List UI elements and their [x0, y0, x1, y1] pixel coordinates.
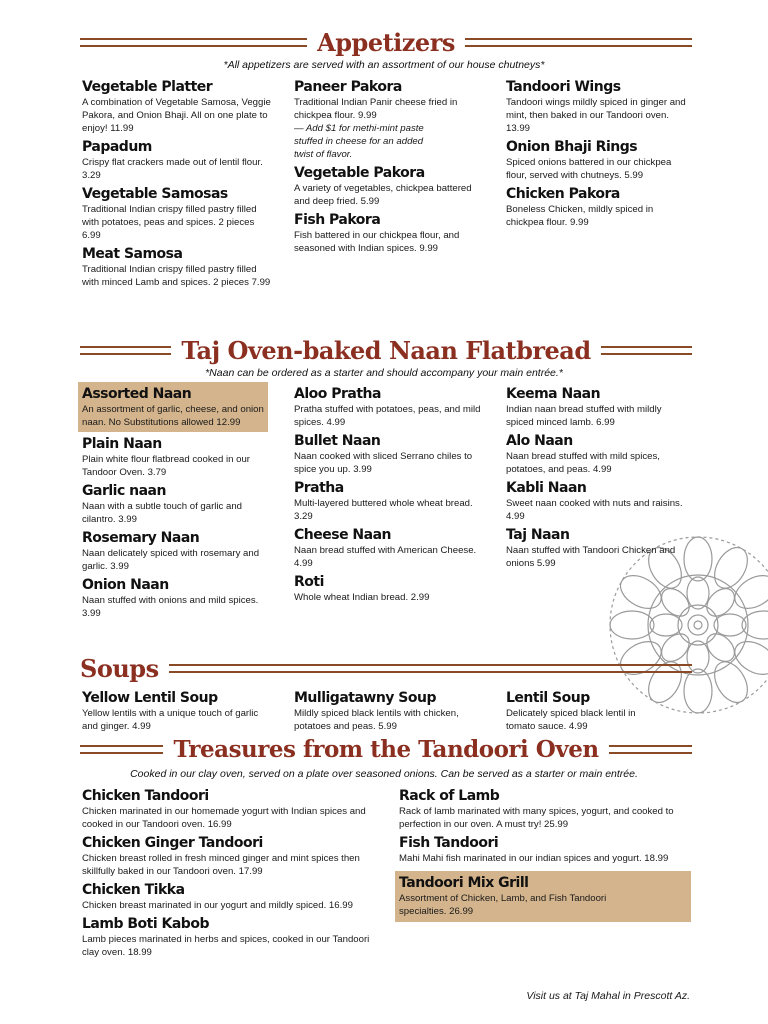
item-desc: Boneless Chicken, mildly spiced in chickpea flour. 9.99	[506, 204, 654, 228]
item-name: Meat Samosa	[82, 246, 183, 262]
menu-item-highlighted	[78, 382, 268, 432]
appetizers-column-3	[506, 75, 686, 229]
item-desc: Assortment of Chicken, Lamb, and Fish Tandoori specialties. 26.99	[399, 893, 607, 917]
menu-item	[294, 432, 484, 476]
item-name: Tandoori Wings	[506, 79, 621, 95]
menu-item	[82, 245, 272, 289]
item-name: Chicken Tikka	[82, 882, 185, 898]
menu-item	[506, 432, 686, 476]
item-desc: Naan with a subtle touch of garlic and cilantro. 3.99	[82, 501, 242, 525]
item-name: Chicken Tandoori	[82, 788, 209, 804]
naan-title: Taj Oven-baked Naan Flatbread	[181, 335, 591, 365]
divider-rule	[465, 38, 692, 47]
menu-item	[506, 78, 686, 135]
menu-item	[82, 138, 272, 182]
item-desc: Yellow lentils with a unique touch of garlic and ginger. 4.99	[82, 708, 259, 732]
item-name: Cheese Naan	[294, 527, 392, 543]
item-desc: Naan stuffed with Tandoori Chicken and onions 5.99	[506, 545, 676, 569]
divider-rule	[169, 664, 692, 673]
item-desc: Naan bread stuffed with mild spices, potatoes, and peas. 4.99	[506, 451, 660, 475]
item-name: Paneer Pakora	[294, 79, 402, 95]
item-desc: Naan cooked with sliced Serrano chiles to spice you up. 3.99	[294, 451, 473, 475]
menu-item	[294, 385, 484, 429]
item-desc: Whole wheat Indian bread. 2.99	[294, 592, 430, 603]
item-name: Roti	[294, 574, 324, 590]
menu-item	[294, 78, 484, 161]
item-desc: Pratha stuffed with potatoes, peas, and mild spices. 4.99	[294, 404, 481, 428]
item-name: Papadum	[82, 139, 152, 155]
item-name: Assorted Naan	[82, 386, 192, 402]
item-name: Yellow Lentil Soup	[82, 690, 218, 706]
tandoori-subtitle: Cooked in our clay oven, served on a plate over seasoned onions. Can be served as a starter or main entrée.	[130, 768, 638, 780]
divider-rule	[609, 745, 692, 754]
appetizers-column-1	[82, 75, 272, 289]
item-name: Kabli Naan	[506, 480, 587, 496]
menu-item	[82, 78, 272, 135]
menu-item	[82, 881, 372, 912]
item-desc: Plain white flour flatbread cooked in our Tandoor Oven. 3.79	[82, 454, 250, 478]
menu-item	[294, 526, 484, 570]
item-desc: Fish battered in our chickpea flour, and seasoned with Indian spices. 9.99	[294, 230, 460, 254]
item-name: Vegetable Pakora	[294, 165, 425, 181]
item-name: Taj Naan	[506, 527, 570, 543]
item-name: Alo Naan	[506, 433, 573, 449]
item-desc: Multi-layered buttered whole wheat bread. 3.29	[294, 498, 473, 522]
soups-header	[0, 652, 768, 684]
item-name: Rosemary Naan	[82, 530, 200, 546]
appetizers-title: Appetizers	[317, 27, 455, 57]
item-name: Chicken Pakora	[506, 186, 620, 202]
menu-item	[506, 385, 686, 429]
menu-item-highlighted	[395, 871, 691, 922]
item-desc: A combination of Vegetable Samosa, Veggie Pakora, and Onion Bhaji. All on one plate to enjoy! 11.99	[82, 97, 271, 134]
tandoori-column-2	[399, 784, 689, 922]
item-desc: Delicately spiced black lentil in tomato sauce. 4.99	[506, 708, 636, 732]
item-name: Fish Pakora	[294, 212, 381, 228]
menu-item	[506, 185, 686, 229]
soup-item-2	[294, 686, 474, 733]
item-name: Keema Naan	[506, 386, 601, 402]
item-name: Tandoori Mix Grill	[399, 875, 529, 891]
item-name: Lamb Boti Kabob	[82, 916, 209, 932]
item-desc: Spiced onions battered in our chickpea flour, served with chutneys. 5.99	[506, 157, 672, 181]
menu-item	[506, 479, 686, 523]
naan-subtitle: *Naan can be ordered as a starter and should accompany your main entrée.*	[205, 367, 563, 379]
menu-item	[294, 211, 484, 255]
item-desc: Rack of lamb marinated with many spices, yogurt, and cooked to perfection in our oven. A must try! 25.99	[399, 806, 674, 830]
item-desc: Traditional Indian Panir cheese fried in chickpea flour. 9.99	[294, 97, 458, 121]
item-desc: Naan bread stuffed with American Cheese. 4.99	[294, 545, 477, 569]
item-desc: Naan stuffed with onions and mild spices. 3.99	[82, 595, 259, 619]
item-desc: Tandoori wings mildly spiced in ginger and mint, then baked in our Tandoori oven. 13.99	[506, 97, 686, 134]
tandoori-title: Treasures from the Tandoori Oven	[173, 735, 599, 763]
item-desc: Chicken breast marinated in our yogurt and mildly spiced. 16.99	[82, 900, 353, 911]
menu-item	[82, 529, 268, 573]
soup-item-3	[506, 686, 666, 733]
item-name: Mulligatawny Soup	[294, 690, 436, 706]
item-name: Onion Naan	[82, 577, 169, 593]
menu-item	[82, 435, 268, 479]
item-name: Pratha	[294, 480, 344, 496]
item-desc: Mildly spiced black lentils with chicken, potatoes and peas. 5.99	[294, 708, 459, 732]
item-name: Aloo Pratha	[294, 386, 381, 402]
item-name: Fish Tandoori	[399, 835, 499, 851]
menu-item	[82, 576, 268, 620]
menu-item	[506, 526, 686, 570]
menu-item	[82, 834, 372, 878]
appetizers-header	[0, 26, 768, 58]
item-desc: Traditional Indian crispy filled pastry filled with potatoes, peas and spices. 2 pieces 6.99	[82, 204, 257, 241]
footer-note: Visit us at Taj Mahal in Prescott Az.	[526, 990, 690, 1002]
item-name: Vegetable Samosas	[82, 186, 228, 202]
item-name: Onion Bhaji Rings	[506, 139, 638, 155]
item-desc: A variety of vegetables, chickpea battered and deep fried. 5.99	[294, 183, 472, 207]
item-desc: Sweet naan cooked with nuts and raisins. 4.99	[506, 498, 683, 522]
menu-item	[399, 787, 689, 831]
item-desc: Traditional Indian crispy filled pastry filled with minced Lamb and spices. 2 pieces 7.99	[82, 264, 271, 288]
naan-header	[0, 333, 768, 367]
item-name: Garlic naan	[82, 483, 166, 499]
menu-item	[82, 915, 372, 959]
item-desc: Mahi Mahi fish marinated in our indian spices and yogurt. 18.99	[399, 853, 669, 864]
item-desc: Lamb pieces marinated in herbs and spices, cooked in our Tandoori clay oven. 18.99	[82, 934, 370, 958]
item-name: Plain Naan	[82, 436, 162, 452]
item-desc: Naan delicately spiced with rosemary and garlic. 3.99	[82, 548, 260, 572]
menu-item	[82, 482, 268, 526]
appetizers-column-2	[294, 75, 484, 255]
appetizers-subtitle: *All appetizers are served with an assortment of our house chutneys*	[223, 59, 545, 71]
item-desc: Crispy flat crackers made out of lentil flour. 3.29	[82, 157, 263, 181]
tandoori-header	[0, 733, 768, 765]
item-name: Bullet Naan	[294, 433, 381, 449]
divider-rule	[80, 38, 307, 47]
naan-column-1	[82, 382, 268, 620]
menu-item	[506, 138, 686, 182]
menu-item	[82, 185, 272, 242]
naan-column-3	[506, 382, 686, 570]
item-desc: Chicken breast rolled in fresh minced ginger and mint spices then skillfully baked in our Tandoori oven. 17.99	[82, 853, 360, 877]
menu-item	[294, 479, 484, 523]
divider-rule	[80, 745, 163, 754]
soups-title: Soups	[80, 653, 159, 683]
item-desc: Indian naan bread stuffed with mildly spiced minced lamb. 6.99	[506, 404, 662, 428]
divider-rule	[80, 346, 171, 355]
naan-column-2	[294, 382, 484, 604]
menu-item	[82, 787, 372, 831]
item-desc: Chicken marinated in our homemade yogurt with Indian spices and cooked in our Tandoori oven. 16.99	[82, 806, 366, 830]
menu-item	[294, 573, 484, 604]
tandoori-column-1	[82, 784, 372, 959]
item-name: Rack of Lamb	[399, 788, 500, 804]
item-name: Chicken Ginger Tandoori	[82, 835, 263, 851]
soup-item-1	[82, 686, 272, 733]
item-desc: An assortment of garlic, cheese, and onion naan. No Substitutions allowed 12.99	[82, 404, 264, 428]
menu-item	[399, 834, 689, 865]
item-name: Vegetable Platter	[82, 79, 213, 95]
item-name: Lentil Soup	[506, 690, 590, 706]
divider-rule	[601, 346, 692, 355]
item-note: — Add $1 for methi-mint paste stuffed in cheese for an added twist of flavor.	[294, 123, 424, 160]
menu-item	[294, 164, 484, 208]
